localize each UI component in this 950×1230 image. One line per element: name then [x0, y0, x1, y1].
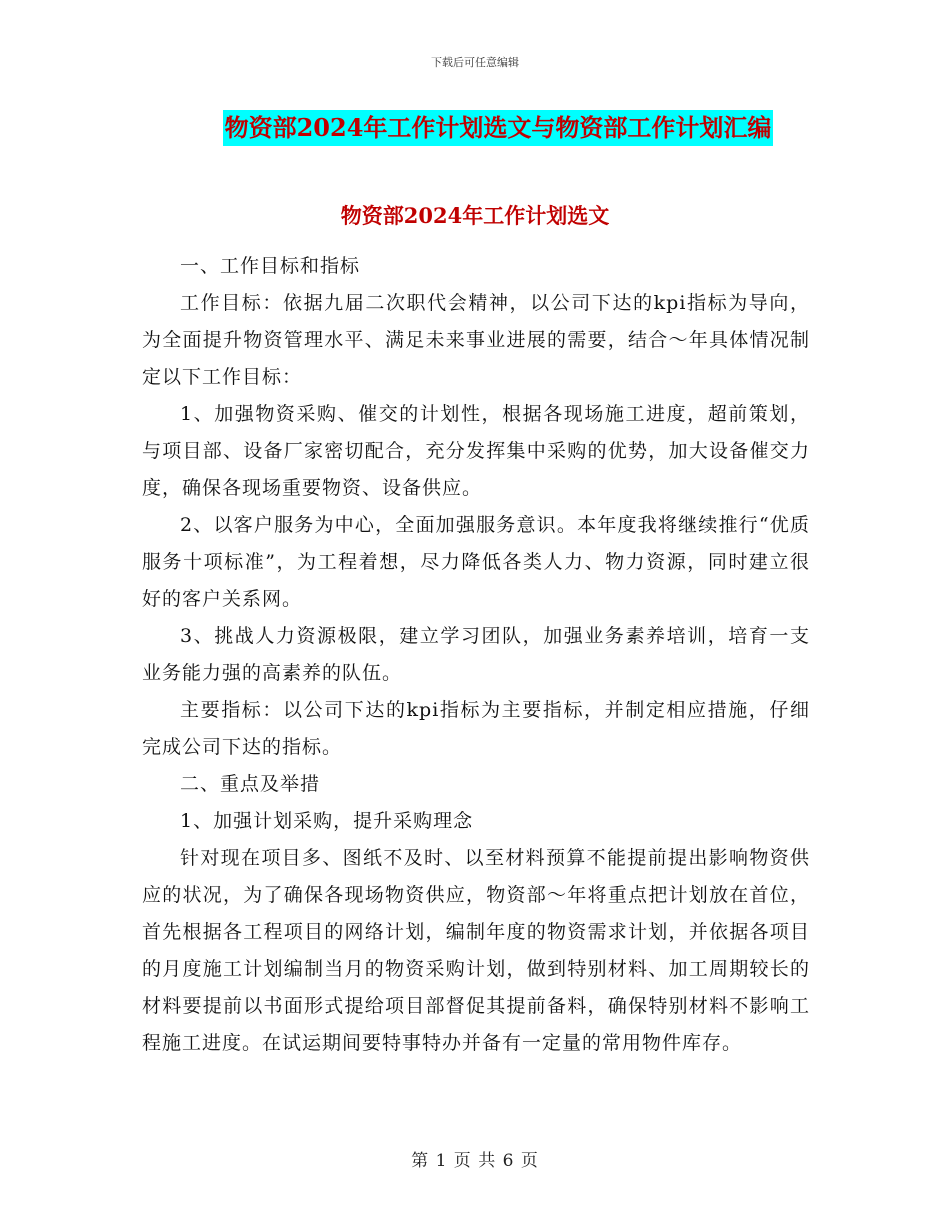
document-sub-title: 物资部2024年工作计划选文 — [340, 203, 610, 228]
document-main-title: 物资部2024年工作计划选文与物资部工作计划汇编 — [223, 110, 774, 146]
subheading-plan-procurement: 1、加强计划采购，提升采购理念 — [180, 810, 474, 832]
main-title-container — [0, 110, 950, 146]
paragraph-goal-1: 1、加强物资采购、催交的计划性，根据各现场施工进度，超前策划，与项目部、设备厂家密切配合，充分发挥集中采购的优势，加大设备催交力度，确保各现场重要物资、设备供应。 — [142, 403, 810, 499]
paragraph-work-goals: 工作目标：依据九届二次职代会精神，以公司下达的kpi指标为导向，为全面提升物资管理水平、满足未来事业进展的需要，结合～年具体情况制定以下工作目标： — [142, 292, 810, 388]
section-heading-goals: 一、工作目标和指标 — [180, 255, 361, 277]
page-header-note: 下载后可任意编辑 — [431, 56, 519, 69]
paragraph-goal-2: 2、以客户服务为中心，全面加强服务意识。本年度我将继续推行“优质服务十项标准”，为工程着想，尽力降低各类人力、物力资源，同时建立很好的客户关系网。 — [142, 514, 810, 610]
paragraph-procurement-details: 针对现在项目多、图纸不及时、以至材料预算不能提前提出影响物资供应的状况，为了确保各现场物资供应，物资部～年将重点把计划放在首位，首先根据各工程项目的网络计划，编制年度的物资需求计划，并依据各项目的月度施工计划编制当月的物资采购计划，做到特别材料、加工周期较长的材料要提前以书面形式提给项目部督促其提前备料，确保特别材料不影响工程施工进度。在试运期间要特事特办并备有一定量的常用物件库存。 — [142, 847, 810, 1054]
page-footer-number: 第 1 页 共 6 页 — [411, 1151, 539, 1171]
paragraph-goal-3: 3、挑战人力资源极限，建立学习团队，加强业务素养培训，培育一支业务能力强的高素养的队伍。 — [142, 625, 810, 684]
section-heading-measures: 二、重点及举措 — [180, 773, 321, 795]
paragraph-main-indicators: 主要指标：以公司下达的kpi指标为主要指标，并制定相应措施，仔细完成公司下达的指标。 — [142, 699, 810, 758]
document-body — [142, 248, 810, 1062]
